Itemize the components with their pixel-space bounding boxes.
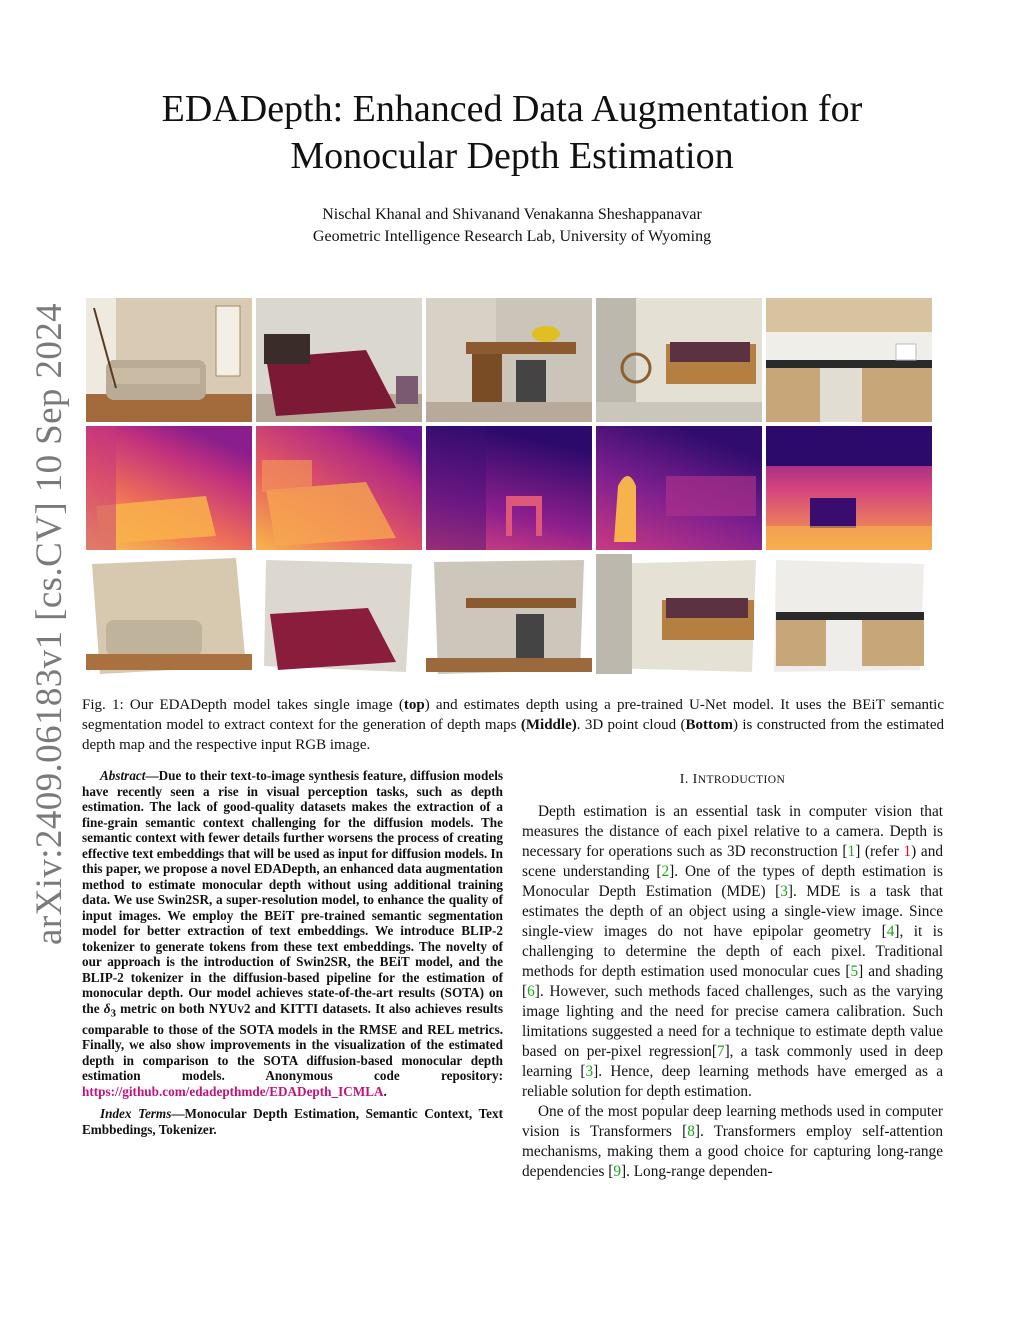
abstract [82, 768, 503, 1099]
section-heading-introduction [522, 770, 943, 790]
caption-text: Fig. 1: Our EDADepth model takes single image ( [82, 697, 404, 713]
caption-text: . 3D point cloud ( [576, 717, 686, 733]
abstract-text: . [383, 1083, 387, 1099]
depth-living-room [86, 426, 252, 550]
paper-title [100, 86, 924, 180]
intro-paragraph-1 [522, 802, 943, 1102]
title-line-2: Monocular Depth Estimation [290, 135, 734, 177]
citation-link[interactable]: 8 [687, 1123, 695, 1140]
intro-text: ) and scene understanding [ [522, 843, 943, 880]
intro-text: ]. However, such methods faced challenges, such as the varying image lighting and the need for precise camera calibration. Such limitations suggested a need for a technique to estimate depth value based on per-pixel regression[ [522, 983, 943, 1060]
affiliation: Geometric Intelligence Research Lab, University of Wyoming [312, 228, 712, 245]
abstract-column [82, 768, 503, 1137]
pointcloud-living-room [86, 554, 252, 678]
rgb-living-room [86, 298, 252, 422]
index-terms-label: Index Terms [100, 1106, 172, 1122]
caption-bold-top: top [403, 697, 425, 713]
citation-link[interactable]: 3 [585, 1063, 594, 1080]
rgb-bedroom [256, 298, 422, 422]
section-title-initial: I [692, 772, 698, 787]
citation-link[interactable]: 4 [886, 923, 895, 940]
figure-1 [86, 298, 934, 673]
depth-bedroom [256, 426, 422, 550]
intro-text: ]. Long-range dependen- [620, 1163, 773, 1180]
section-number: I. [679, 772, 693, 787]
intro-text: ]. Hence, deep learning methods have emerged as a reliable solution for depth estimation. [522, 1063, 943, 1100]
intro-text: ], it is challenging to determine the depth of each pixel. Traditional methods for depth estimation used monocular cues [ [522, 923, 943, 980]
rgb-study-desk [426, 298, 592, 422]
depth-study-desk [426, 426, 592, 550]
section-title-rest: NTRODUCTION [697, 774, 786, 786]
citation-link[interactable]: 2 [661, 863, 670, 880]
rgb-kitchen [766, 298, 932, 422]
author-block [100, 204, 924, 248]
index-terms-text: —Monocular Depth Estimation, Semantic Context, Text Embbedings, Tokenizer. [82, 1106, 503, 1137]
code-repository-link[interactable]: https://github.com/edadepthmde/EDADepth_ICMLA [82, 1083, 384, 1099]
intro-paragraph-2 [522, 1102, 943, 1182]
intro-text: ], a task commonly used in deep learning [ [522, 1043, 944, 1080]
intro-text: One of the most popular deep learning methods used in computer vision is Transformers [ [522, 1103, 943, 1140]
abstract-text: —Due to their text-to-image synthesis feature, diffusion models have recently seen a rise in visual perception tasks, such as depth estimation. The lack of good-quality datasets makes the extraction of a fine-grain semantic context challenging for the diffusion models. The semantic context with fewer details further worsens the process of creating effective text embeddings that will be used as input for diffusion models. In this paper, we propose a novel EDADepth, an enhanced data augmentation method to estimate monocular depth without using additional training data. We use Swin2SR, a super-resolution model, to enhance the quality of input images. We employ the BEiT pre-trained semantic segmentation model for better extraction of text embeddings. We introduce BLIP-2 tokenizer to generate tokens from these text embeddings. The novelty of our approach is the introduction of Swin2SR, the BEiT model, and the BLIP-2 tokenizer in the diffusion-based pipeline for the estimation of monocular depth. Our model achieves state-of-the-art results (SOTA) on the [82, 768, 503, 1016]
delta-symbol: δ [103, 1000, 111, 1016]
citation-link[interactable]: 3 [780, 883, 788, 900]
caption-text: ) is constructed from the estimated depth map and the respective input RGB image. [82, 717, 944, 753]
figure-ref-link[interactable]: 1 [903, 843, 912, 860]
figure-caption [82, 695, 944, 755]
introduction-column [522, 770, 943, 1182]
intro-text: ]. Transformers employ self-attention mechanisms, making them a good choice for capturing long-range dependencies [ [522, 1123, 943, 1180]
depth-kitchen [766, 426, 932, 550]
abstract-text: metric on both NYUv2 and KITTI datasets. It also achieves results comparable to those of the SOTA models in the RMSE and REL metrics. Finally, we also show improvements in the visualization of the estimated depth in comparison to the SOTA diffusion-based monocular depth estimation models. Anonymous code repository: [82, 1000, 503, 1084]
intro-text: Depth estimation is an essential task in computer vision that measures the distance of each pixel relative to a camera. Depth is necessary for operations such as 3D reconstruction [ [522, 803, 943, 860]
author-names: Nischal Khanal and Shivanand Venakanna Sheshappanavar [322, 206, 702, 223]
citation-link[interactable]: 1 [847, 843, 856, 860]
caption-text: ) and estimates depth using a pre-trained U-Net model. It uses the BEiT semantic segmentation model to extract context for the generation of depth maps [82, 697, 945, 733]
depth-crib-room [596, 426, 762, 550]
delta-subscript: 3 [110, 1007, 116, 1020]
citation-link[interactable]: 9 [613, 1163, 621, 1180]
intro-text: ] (refer [855, 843, 904, 860]
index-terms [82, 1106, 503, 1137]
intro-text: ]. MDE is a task that estimates the depth of an object using a single-view image. Since single-view images do not have epipolar geometry [ [522, 883, 943, 940]
pointcloud-bedroom [256, 554, 422, 678]
citation-link[interactable]: 5 [850, 963, 859, 980]
intro-text: ]. One of the types of depth estimation is Monocular Depth Estimation (MDE) [ [522, 863, 943, 900]
caption-bold-bottom: Bottom [685, 717, 733, 733]
intro-text: ] and shading [ [522, 963, 943, 1000]
rgb-crib-room [596, 298, 762, 422]
abstract-label: Abstract [100, 768, 146, 783]
pointcloud-kitchen [766, 554, 932, 678]
pointcloud-study-desk [426, 554, 592, 678]
citation-link[interactable]: 6 [527, 983, 535, 1000]
title-line-1: EDADepth: Enhanced Data Augmentation for [161, 88, 863, 130]
pointcloud-crib-room [596, 554, 762, 678]
caption-bold-middle: (Middle) [520, 717, 577, 733]
citation-link[interactable]: 7 [716, 1043, 725, 1060]
arxiv-identifier: arXiv:2409.06183v1 [cs.CV] 10 Sep 2024 [29, 302, 70, 945]
